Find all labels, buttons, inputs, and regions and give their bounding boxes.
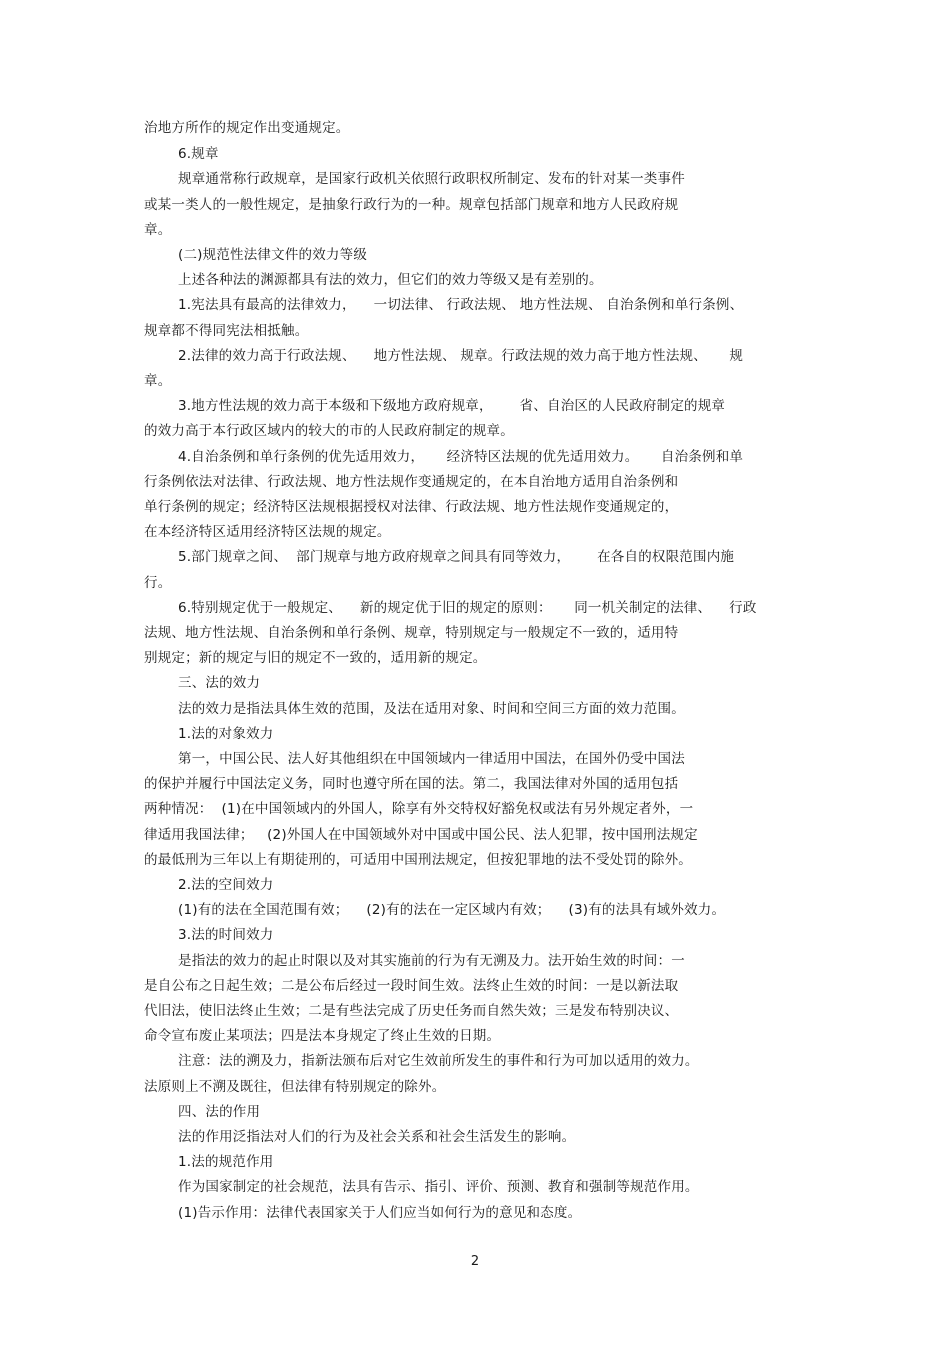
section-heading: 2.法的空间效力 [178,877,274,893]
text-line: 上述各种法的渊源都具有法的效力，但它们的效力等级又是有差别的。 [178,272,603,288]
section-heading: (二)规范性法律文件的效力等级 [178,247,368,263]
text-line: 4.自治条例和单行条例的优先适用效力， 经济特区法规的优先适用效力。 自治条例和单 [178,449,744,465]
section-heading: 三、法的效力 [178,675,261,691]
text-line: 是指法的效力的起止时限以及对其实施前的行为有无溯及力。法开始生效的时间：一 [178,953,685,969]
section-heading: 1.法的对象效力 [178,726,274,742]
text-line: 律适用我国法律； (2)外国人在中国领域外对中国或中国公民、法人犯罪，按中国刑法规定 [144,827,698,843]
section-heading: 四、法的作用 [178,1104,261,1120]
text-line: (1)有的法在全国范围有效； (2)有的法在一定区域内有效； (3)有的法具有域外效力。 [178,902,726,918]
text-line: (1)告示作用：法律代表国家关于人们应当如何行为的意见和态度。 [178,1205,582,1221]
text-line: 法原则上不溯及既往，但法律有特别规定的除外。 [144,1079,446,1095]
text-line: 行。 [144,575,172,591]
text-line: 行条例依法对法律、行政法规、地方性法规作变通规定的，在本自治地方适用自治条例和 [144,474,679,490]
text-line: 注意：法的溯及力，指新法颁布后对它生效前所发生的事件和行为可加以适用的效力。 [178,1053,699,1069]
text-line: 章。 [144,373,172,389]
text-line: 第一，中国公民、法人好其他组织在中国领域内一律适用中国法，在国外仍受中国法 [178,751,685,767]
text-line: 法规、地方性法规、自治条例和单行条例、规章，特别规定与一般规定不一致的，适用特 [144,625,679,641]
text-line: 2.法律的效力高于行政法规、 地方性法规、 规章。行政法规的效力高于地方性法规、 规 [178,348,744,364]
text-line: 的保护并履行中国法定义务，同时也遵守所在国的法。第二，我国法律对外国的适用包括 [144,776,679,792]
text-line: 的最低刑为三年以上有期徒刑的，可适用中国刑法规定，但按犯罪地的法不受处罚的除外。 [144,852,692,868]
section-heading: 6.规章 [178,146,219,162]
text-line: 是自公布之日起生效；二是公布后经过一段时间生效。法终止生效的时间：一是以新法取 [144,978,679,994]
text-line: 法的作用泛指法对人们的行为及社会关系和社会生活发生的影响。 [178,1129,576,1145]
text-line: 代旧法，使旧法终止生效；二是有些法完成了历史任务而自然失效；三是发布特别决议、 [144,1003,679,1019]
text-line: 5.部门规章之间、 部门规章与地方政府规章之间具有同等效力， 在各自的权限范围内施 [178,549,735,565]
text-line: 作为国家制定的社会规范，法具有告示、指引、评价、预测、教育和强制等规范作用。 [178,1179,699,1195]
text-line: 3.地方性法规的效力高于本级和下级地方政府规章， 省、自治区的人民政府制定的规章 [178,398,726,414]
text-line: 的效力高于本行政区域内的较大的市的人民政府制定的规章。 [144,423,514,439]
text-line: 或某一类人的一般性规定，是抽象行政行为的一种。规章包括部门规章和地方人民政府规 [144,197,679,213]
text-line: 在本经济特区适用经济特区法规的规定。 [144,524,391,540]
text-line: 规章通常称行政规章，是国家行政机关依照行政职权所制定、发布的针对某一类事件 [178,171,685,187]
text-line: 章。 [144,222,172,238]
page-number: 2 [470,1254,480,1269]
text-line: 法的效力是指法具体生效的范围，及法在适用对象、时间和空间三方面的效力范围。 [178,701,685,717]
section-heading: 1.法的规范作用 [178,1154,274,1170]
text-line: 1.宪法具有最高的法律效力， 一切法律、 行政法规、 地方性法规、 自治条例和单行条例、 [178,297,744,313]
text-line: 别规定；新的规定与旧的规定不一致的，适用新的规定。 [144,650,487,666]
text-line: 6.特别规定优于一般规定、 新的规定优于旧的规定的原则： 同一机关制定的法律、 行政 [178,600,757,616]
text-line: 规章都不得同宪法相抵触。 [144,323,309,339]
text-line: 治地方所作的规定作出变通规定。 [144,120,350,136]
text-line: 单行条例的规定；经济特区法规根据授权对法律、行政法规、地方性法规作变通规定的， [144,499,679,515]
text-line: 两种情况： (1)在中国领域内的外国人，除享有外交特权好豁免权或法有另外规定者外，一 [144,801,694,817]
section-heading: 3.法的时间效力 [178,927,274,943]
text-line: 命令宣布废止某项法；四是法本身规定了终止生效的日期。 [144,1028,501,1044]
